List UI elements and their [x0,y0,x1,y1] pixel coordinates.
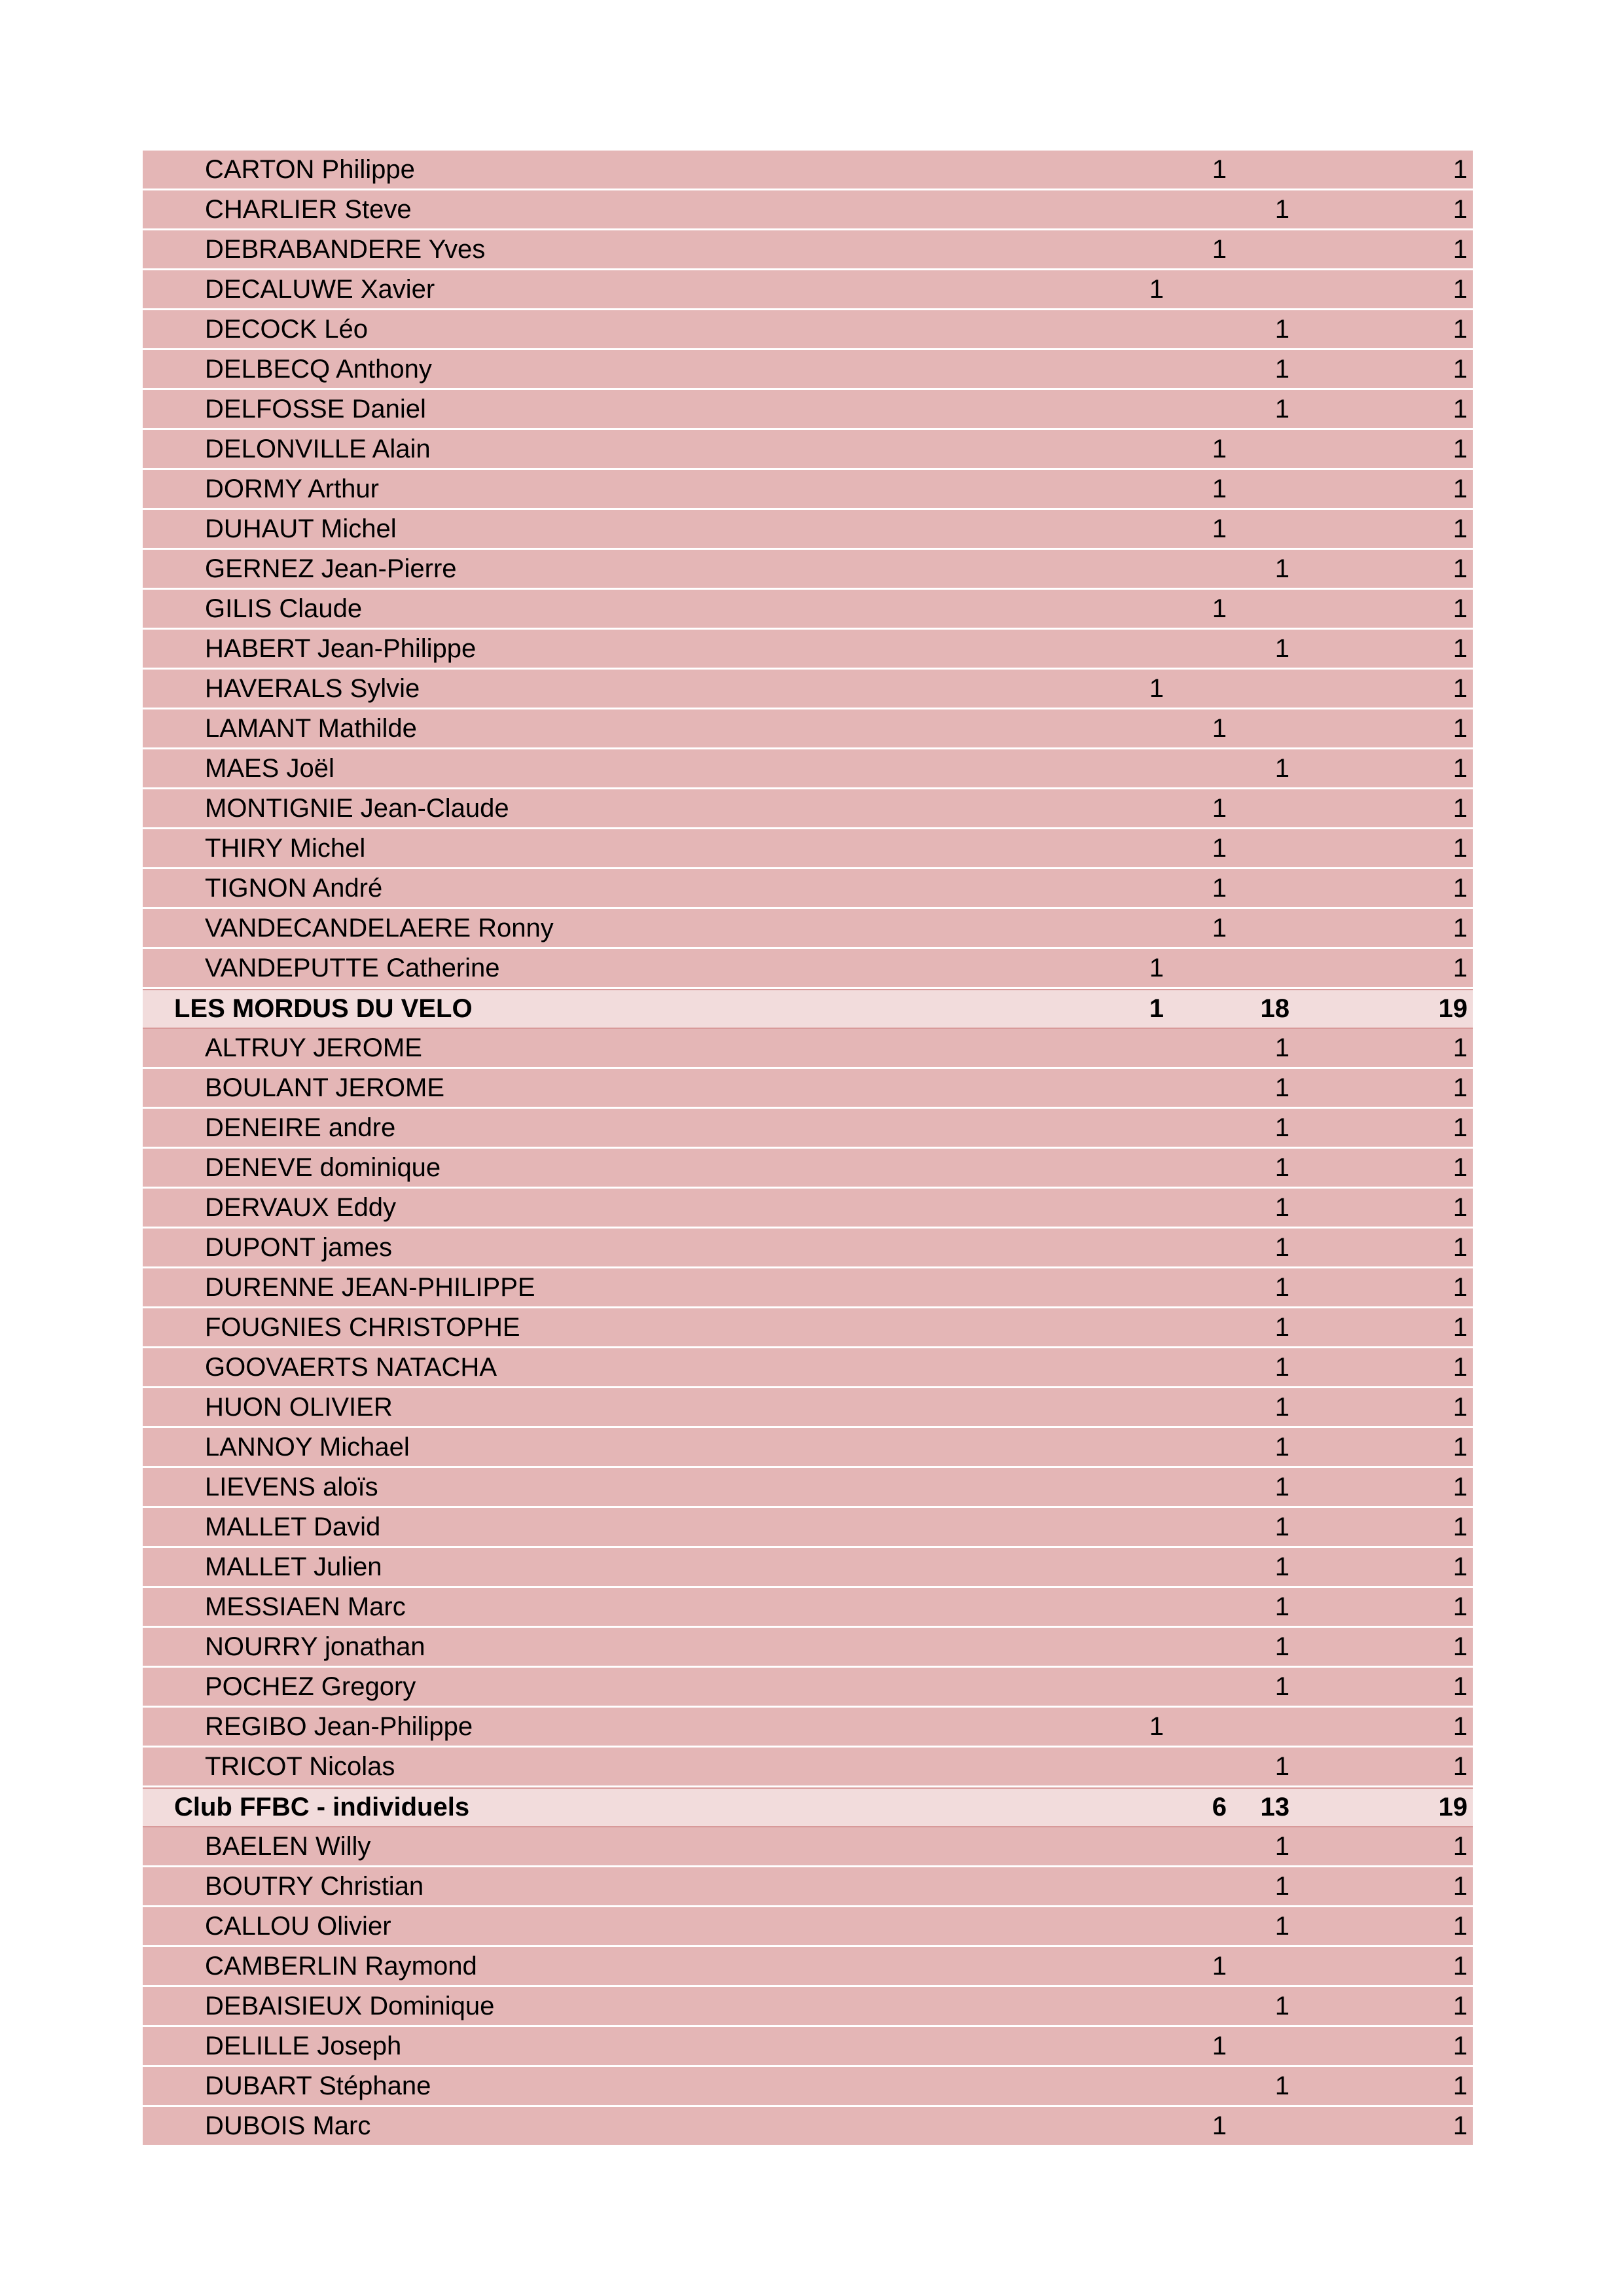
row-name: CAMBERLIN Raymond [205,1952,477,1981]
cell-total: 1 [1453,1992,1468,2020]
cell-col-2: 1 [1212,874,1227,903]
row-name: MONTIGNIE Jean-Claude [205,794,509,823]
cell-total: 1 [1453,1473,1468,1501]
cell-col-3: 1 [1274,1073,1290,1102]
row-name: DEBAISIEUX Dominique [205,1992,495,2020]
cell-total: 1 [1453,634,1468,663]
row-name: GERNEZ Jean-Pierre [205,554,457,583]
row-name: DECALUWE Xavier [205,275,435,304]
cell-total: 1 [1453,1513,1468,1541]
cell-col-2: 1 [1212,514,1227,543]
cell-col-3: 1 [1274,1233,1290,1262]
row-name: FOUGNIES CHRISTOPHE [205,1313,520,1342]
row-name: VANDECANDELAERE Ronny [205,914,554,942]
table-row [143,1388,1473,1428]
cell-col-3: 1 [1274,1193,1290,1222]
table-row [143,749,1473,789]
cell-total: 1 [1453,395,1468,423]
table-row [143,949,1473,989]
row-name: DELONVILLE Alain [205,435,431,463]
cell-col-3: 1 [1274,1113,1290,1142]
row-name: LAMANT Mathilde [205,714,417,743]
table-row [143,630,1473,670]
table-row [143,909,1473,949]
table-row [143,829,1473,869]
cell-total: 1 [1453,1273,1468,1302]
cell-col-2: 1 [1212,2111,1227,2140]
row-name: MALLET David [205,1513,381,1541]
cell-total: 1 [1453,514,1468,543]
row-name: DORMY Arthur [205,475,379,503]
row-name: DERVAUX Eddy [205,1193,396,1222]
table-row [143,1628,1473,1668]
cell-col-2: 1 [1212,1952,1227,1981]
table-row [143,1109,1473,1149]
cell-total: 1 [1453,954,1468,982]
cell-total: 1 [1453,155,1468,184]
row-name: DECOCK Léo [205,315,368,344]
table-row [143,310,1473,350]
cell-col-3: 1 [1274,1592,1290,1621]
cell-col-2: 1 [1212,435,1227,463]
table-row [143,1468,1473,1508]
cell-col-3: 1 [1274,1433,1290,1462]
table-row [143,190,1473,230]
cell-col-3: 1 [1274,1513,1290,1541]
row-name: DURENNE JEAN-PHILIPPE [205,1273,535,1302]
table-row [143,869,1473,909]
cell-col-3: 1 [1274,1313,1290,1342]
row-name: BOUTRY Christian [205,1872,424,1901]
row-name: DENEIRE andre [205,1113,396,1142]
participants-table [143,149,1473,2147]
cell-col-3: 1 [1274,195,1290,224]
table-row [143,1069,1473,1109]
cell-col-3: 1 [1274,1033,1290,1062]
row-name: ALTRUY JEROME [205,1033,422,1062]
cell-total: 1 [1453,1712,1468,1741]
row-name: HAVERALS Sylvie [205,674,420,703]
cell-col-1: 1 [1149,674,1164,703]
cell-col-3: 1 [1274,1672,1290,1701]
cell-total: 1 [1453,1113,1468,1142]
cell-total: 1 [1453,794,1468,823]
group-total-row [143,1787,1473,1827]
table-row [143,1268,1473,1308]
table-row [143,1428,1473,1468]
cell-col-1: 1 [1149,954,1164,982]
cell-col-2: 1 [1212,155,1227,184]
cell-total: 1 [1453,475,1468,503]
row-name: HUON OLIVIER [205,1393,393,1422]
cell-col-3: 1 [1274,1393,1290,1422]
cell-total: 1 [1453,1672,1468,1701]
cell-total: 1 [1453,1353,1468,1382]
table-row [143,230,1473,270]
cell-total: 1 [1453,1153,1468,1182]
cell-col-3: 1 [1274,1273,1290,1302]
row-name: TRICOT Nicolas [205,1752,395,1781]
row-name: DEBRABANDERE Yves [205,235,486,264]
table-row [143,1947,1473,1987]
table-row [143,151,1473,190]
cell-total: 1 [1453,714,1468,743]
row-name: DUBART Stéphane [205,2072,431,2100]
cell-col-3: 1 [1274,1832,1290,1861]
row-name: LES MORDUS DU VELO [174,994,473,1023]
row-name: THIRY Michel [205,834,366,863]
cell-total: 1 [1453,1872,1468,1901]
cell-total: 1 [1453,315,1468,344]
cell-col-2: 1 [1212,794,1227,823]
row-name: MALLET Julien [205,1552,382,1581]
cell-total: 1 [1453,554,1468,583]
table-row [143,1508,1473,1548]
cell-col-3: 1 [1274,1912,1290,1941]
table-row [143,550,1473,590]
cell-total: 1 [1453,834,1468,863]
table-row [143,1029,1473,1069]
cell-col-3: 1 [1274,554,1290,583]
table-row [143,2027,1473,2067]
table-row [143,2067,1473,2107]
cell-total: 1 [1453,1073,1468,1102]
cell-total: 1 [1453,1592,1468,1621]
row-name: GOOVAERTS NATACHA [205,1353,497,1382]
table-row [143,1748,1473,1787]
cell-total: 1 [1453,1313,1468,1342]
row-name: BAELEN Willy [205,1832,371,1861]
cell-col-3: 1 [1274,355,1290,384]
cell-col-3: 1 [1274,1992,1290,2020]
cell-col-3: 1 [1274,754,1290,783]
row-name: DELFOSSE Daniel [205,395,426,423]
table-row [143,789,1473,829]
row-name: DELBECQ Anthony [205,355,432,384]
table-row [143,1308,1473,1348]
row-name: POCHEZ Gregory [205,1672,416,1701]
table-row [143,1827,1473,1867]
row-name: DUBOIS Marc [205,2111,371,2140]
table-row [143,1548,1473,1588]
table-row [143,390,1473,430]
table-row [143,1588,1473,1628]
cell-col-3: 1 [1274,1353,1290,1382]
cell-col-3: 1 [1274,315,1290,344]
table-row [143,1867,1473,1907]
cell-total: 1 [1453,2032,1468,2060]
row-name: CHARLIER Steve [205,195,412,224]
cell-total: 1 [1453,1433,1468,1462]
table-row [143,350,1473,390]
cell-total: 1 [1453,235,1468,264]
cell-col-3: 1 [1274,1552,1290,1581]
cell-total: 1 [1453,2111,1468,2140]
cell-col-2: 1 [1212,834,1227,863]
cell-col-3: 1 [1274,1473,1290,1501]
cell-total: 1 [1453,1912,1468,1941]
cell-col-3: 1 [1274,395,1290,423]
cell-total: 1 [1453,1193,1468,1222]
cell-col-3: 13 [1260,1793,1290,1821]
cell-col-1: 1 [1149,994,1164,1023]
row-name: GILIS Claude [205,594,363,623]
table-row [143,1348,1473,1388]
row-name: VANDEPUTTE Catherine [205,954,500,982]
table-row [143,1907,1473,1947]
table-row [143,1668,1473,1708]
table-row [143,1229,1473,1268]
cell-total: 1 [1453,1632,1468,1661]
cell-col-3: 1 [1274,634,1290,663]
cell-col-2: 6 [1212,1793,1227,1821]
cell-col-2: 1 [1212,475,1227,503]
table-row [143,1708,1473,1748]
cell-col-3: 18 [1260,994,1290,1023]
row-name: TIGNON André [205,874,383,903]
row-name: HABERT Jean-Philippe [205,634,477,663]
row-name: BOULANT JEROME [205,1073,444,1102]
cell-total: 1 [1453,195,1468,224]
row-name: LIEVENS aloïs [205,1473,378,1501]
table-row [143,709,1473,749]
table-row [143,1987,1473,2027]
table-row [143,670,1473,709]
cell-col-2: 1 [1212,594,1227,623]
row-name: LANNOY Michael [205,1433,410,1462]
table-row [143,590,1473,630]
cell-total: 1 [1453,435,1468,463]
cell-total: 19 [1438,994,1468,1023]
row-name: DUHAUT Michel [205,514,397,543]
cell-total: 1 [1453,1752,1468,1781]
cell-col-2: 1 [1212,714,1227,743]
table-row [143,1149,1473,1189]
cell-total: 1 [1453,2072,1468,2100]
cell-total: 1 [1453,914,1468,942]
cell-col-2: 1 [1212,2032,1227,2060]
group-total-row [143,989,1473,1029]
row-name: DELILLE Joseph [205,2032,402,2060]
cell-col-3: 1 [1274,1153,1290,1182]
table-row [143,270,1473,310]
cell-col-1: 1 [1149,275,1164,304]
cell-total: 1 [1453,355,1468,384]
cell-col-3: 1 [1274,1752,1290,1781]
row-name: MAES Joël [205,754,334,783]
cell-total: 1 [1453,1233,1468,1262]
cell-total: 1 [1453,1552,1468,1581]
cell-col-3: 1 [1274,1872,1290,1901]
cell-total: 1 [1453,275,1468,304]
table-row [143,510,1473,550]
row-name: REGIBO Jean-Philippe [205,1712,473,1741]
row-name: MESSIAEN Marc [205,1592,406,1621]
cell-total: 1 [1453,1952,1468,1981]
cell-total: 19 [1438,1793,1468,1821]
cell-col-2: 1 [1212,235,1227,264]
row-name: CARTON Philippe [205,155,415,184]
cell-total: 1 [1453,874,1468,903]
cell-total: 1 [1453,1832,1468,1861]
cell-total: 1 [1453,754,1468,783]
cell-total: 1 [1453,1033,1468,1062]
table-row [143,430,1473,470]
row-name: DUPONT james [205,1233,392,1262]
row-name: CALLOU Olivier [205,1912,391,1941]
row-name: Club FFBC - individuels [174,1793,470,1821]
cell-total: 1 [1453,1393,1468,1422]
table-row [143,470,1473,510]
cell-col-3: 1 [1274,1632,1290,1661]
row-name: NOURRY jonathan [205,1632,425,1661]
cell-total: 1 [1453,674,1468,703]
cell-total: 1 [1453,594,1468,623]
row-name: DENEVE dominique [205,1153,441,1182]
cell-col-1: 1 [1149,1712,1164,1741]
table-row [143,1189,1473,1229]
cell-col-2: 1 [1212,914,1227,942]
table-row [143,2107,1473,2147]
cell-col-3: 1 [1274,2072,1290,2100]
